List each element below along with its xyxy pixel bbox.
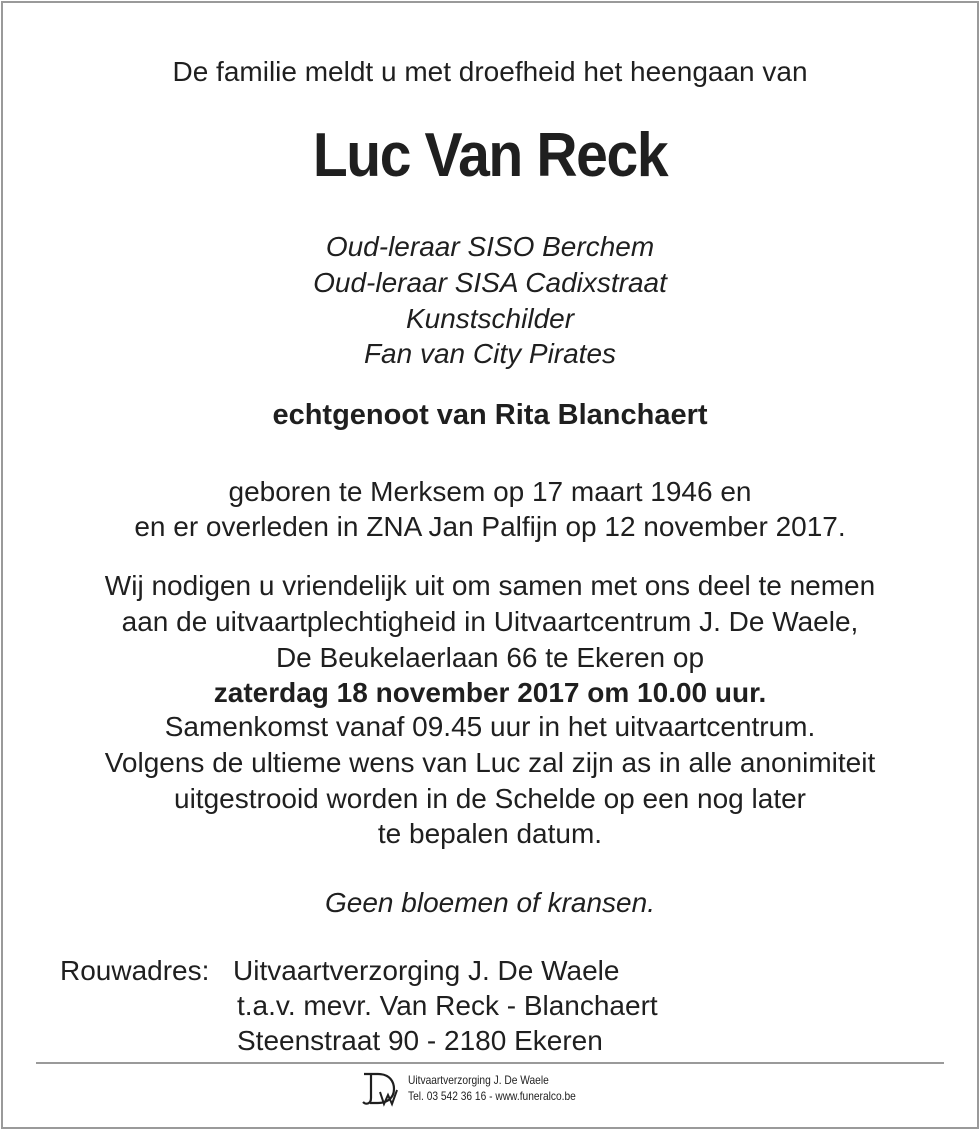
address-line-1: Uitvaartverzorging J. De Waele — [233, 955, 620, 986]
details-line: uitgestrooid worden in de Schelde op een nog later — [174, 783, 806, 814]
spouse-line: echtgenoot van Rita Blanchaert — [272, 399, 708, 431]
details-line: te bepalen datum. — [377, 818, 603, 849]
invitation-line: De Beukelaerlaan 66 te Ekeren op — [275, 642, 705, 673]
flowers-note: Geen bloemen of kransen. — [325, 887, 655, 918]
birth-line: geboren te Merksem op 17 maart 1946 en — [228, 476, 752, 507]
death-line: en er overleden in ZNA Jan Palfijn op 12 november 2017. — [134, 511, 846, 542]
funeral-home-logo — [360, 1068, 402, 1110]
footer-company: Uitvaartverzorging J. De Waele — [408, 1073, 549, 1087]
ceremony-date: zaterdag 18 november 2017 om 10.00 uur. — [213, 677, 767, 708]
footer-contact: Tel. 03 542 36 16 - www.funeralco.be — [408, 1089, 576, 1103]
role-line: Oud-leraar SISA Cadixstraat — [313, 267, 667, 298]
details-line: Samenkomst vanaf 09.45 uur in het uitvaartcentrum. — [164, 711, 816, 742]
invitation-line: Wij nodigen u vriendelijk uit om samen met ons deel te nemen — [104, 570, 876, 601]
role-line: Fan van City Pirates — [363, 338, 617, 369]
role-line: Kunstschilder — [405, 303, 575, 334]
address-line-3: Steenstraat 90 - 2180 Ekeren — [237, 1025, 603, 1056]
deceased-name: Luc Van Reck — [312, 121, 668, 190]
address-label: Rouwadres: — [60, 955, 210, 986]
intro-text: De familie meldt u met droefheid het heengaan van — [172, 56, 808, 87]
address-line-2: t.a.v. mevr. Van Reck - Blanchaert — [237, 990, 658, 1021]
details-line: Volgens de ultieme wens van Luc zal zijn as in alle anonimiteit — [104, 747, 876, 778]
invitation-line: aan de uitvaartplechtigheid in Uitvaartcentrum J. De Waele, — [121, 606, 859, 637]
role-line: Oud-leraar SISO Berchem — [325, 231, 655, 262]
footer-divider — [36, 1062, 944, 1064]
